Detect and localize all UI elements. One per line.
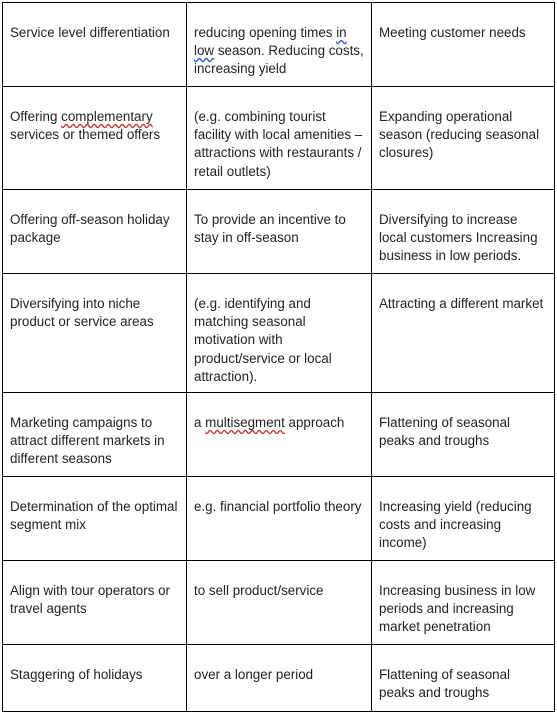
cell-text: Diversifying to increase local customers Increasing business in low periods. [379,212,538,264]
table-row [3,87,555,190]
cell-text: Flattening of seasonal peaks and troughs [379,415,511,449]
table-cell-strategy [3,87,187,190]
table-cell-outcome [372,3,555,87]
cell-text: Flattening of seasonal peaks and troughs [379,667,511,701]
table-row [3,561,555,645]
cell-text: To provide an incentive to stay in off-season [194,212,346,246]
cell-text: services or themed offers [10,127,161,143]
table-cell-outcome [372,87,555,190]
table-row [3,393,555,477]
table-cell-approach [187,561,372,645]
table-cell-approach [187,477,372,561]
table-cell-approach [187,87,372,190]
cell-text: to sell product/service [194,583,324,599]
cell-text: Offering off-season holiday package [10,212,170,246]
table-cell-outcome [372,561,555,645]
table-cell-approach [187,393,372,477]
cell-text: Increasing business in low periods and increasing market penetration [379,583,536,635]
table-cell-approach [187,190,372,274]
table-cell-strategy [3,3,187,87]
cell-text: Marketing campaigns to attract different markets in different seasons [10,415,165,467]
cell-text: e.g. financial portfolio theory [194,499,362,515]
grammar-flagged-word[interactable]: in [336,25,347,40]
table-row [3,477,555,561]
spelling-flagged-word[interactable]: complementary [61,109,153,124]
cell-text: over a longer period [194,667,314,683]
cell-text: approach [284,415,345,431]
table-cell-outcome [372,645,555,712]
table-row [3,645,555,712]
table-cell-strategy [3,393,187,477]
table-row [3,190,555,274]
cell-text: Attracting a different market [379,296,544,311]
cell-text: reducing opening times [194,25,337,40]
table-cell-approach [187,274,372,393]
cell-text: Diversifying into niche product or service areas [10,296,154,330]
table-row [3,274,555,393]
table-cell-outcome [372,393,555,477]
cell-text: Offering [10,109,62,124]
cell-text: (e.g. combining tourist facility with local amenities – attractions with restaurants / retail outlets) [194,109,363,179]
table-cell-outcome [372,274,555,393]
cell-text: (e.g. identifying and matching seasonal motivation with product/service or local attraction). [194,296,332,384]
cell-text: Staggering of holidays [10,667,143,683]
cell-text: Increasing yield (reducing costs and increasing income) [379,499,532,551]
strategy-table [2,2,555,712]
table-cell-approach [187,645,372,712]
table-cell-outcome [372,190,555,274]
table-cell-strategy [3,477,187,561]
cell-text: Service level differentiation [10,25,170,40]
cell-text: a [194,415,206,431]
cell-text: Determination of the optimal segment mix [10,499,178,533]
table-cell-approach [187,3,372,87]
table-cell-strategy [3,561,187,645]
cell-text: Expanding operational season (reducing seasonal closures) [379,109,540,161]
cell-text: Meeting customer needs [379,25,526,40]
cell-text: Align with tour operators or travel agents [10,583,171,617]
table-cell-outcome [372,477,555,561]
cell-text: season. Reducing costs, increasing yield [194,43,364,77]
grammar-flagged-word[interactable]: low [194,43,215,59]
table-cell-strategy [3,274,187,393]
spelling-flagged-word[interactable]: multisegment [205,415,285,431]
table-cell-strategy [3,190,187,274]
table-row [3,3,555,87]
table-cell-strategy [3,645,187,712]
